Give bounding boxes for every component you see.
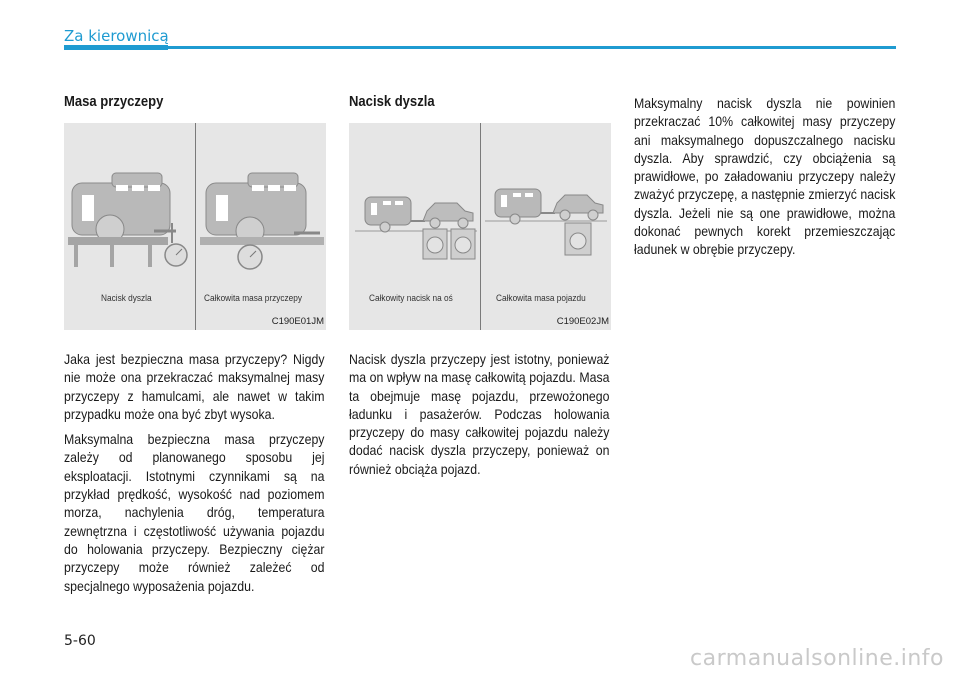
caption-gross-vehicle-mass: Całkowita masa pojazdu [496, 293, 586, 303]
paragraph: Maksymalny nacisk dyszla nie powinien przekraczać 10% całkowitej masy przyczepy ani maksymalnego dopuszczalnego nacisku dyszla. Aby sprawdzić, czy obciążenia są prawidłowe, po załadowaniu przyczepy należy zważyć przyczepę, a następnie zmierzyć nacisk dyszla. Jeżeli nie są one prawidłowe, można dokonać pewnych korekt przemieszczając ładunek w obrębie przyczepy. [634, 95, 896, 258]
caption-total-trailer-mass: Całkowita masa przyczepy [204, 293, 303, 303]
watermark: carmanualsonline.info [690, 646, 944, 671]
figure-code: C190E02JM [556, 316, 609, 327]
section-title: Za kierownicą [64, 27, 169, 45]
figure-tongue-load [349, 123, 611, 330]
section-rule [64, 46, 896, 49]
col2-text [349, 350, 609, 485]
col3-text [634, 94, 895, 266]
heading-trailer-mass: Masa przyczepy [64, 94, 164, 110]
col1-text [64, 350, 324, 602]
caption-tongue-load: Nacisk dyszla [101, 293, 152, 303]
paragraph: Nacisk dyszla przyczepy jest istotny, ponieważ ma on wpływ na masę całkowitą pojazdu. Masa ta obejmuje masę pojazdu, przewożonego ładunku i pasażerów. Podczas holowania przyczepy do masy całkowitej pojazdu należy dodać nacisk dyszla przyczepy, ponieważ on również obciąża pojazd. [349, 351, 610, 477]
figure-divider [480, 123, 481, 330]
caption-total-axle-load: Całkowity nacisk na oś [369, 293, 453, 303]
paragraph: Jaka jest bezpieczna masa przyczepy? Nigdy nie może ona przekraczać maksymalnej masy przyczepy z hamulcami, ale nawet w takim przypadku może ona być zbyt wysoka. [64, 351, 325, 422]
figure-trailer-mass [64, 123, 326, 330]
heading-tongue-load: Nacisk dyszla [349, 94, 435, 110]
paragraph: Maksymalna bezpieczna masa przyczepy zależy od planowanego sposobu jej eksploatacji. Istotnymi czynnikami są na przykład prędkość, wysokość nad poziomem morza, nachylenia dróg, temperatura zewnętrzna i częstotliwość używania pojazdu do holowania przyczepy. Bezpieczny ciężar przyczepy może również zależeć od specjalnego wyposażenia pojazdu. [64, 431, 325, 594]
figure-divider [195, 123, 196, 330]
figure-code: C190E01JM [271, 316, 324, 327]
page-number: 5-60 [64, 633, 96, 649]
